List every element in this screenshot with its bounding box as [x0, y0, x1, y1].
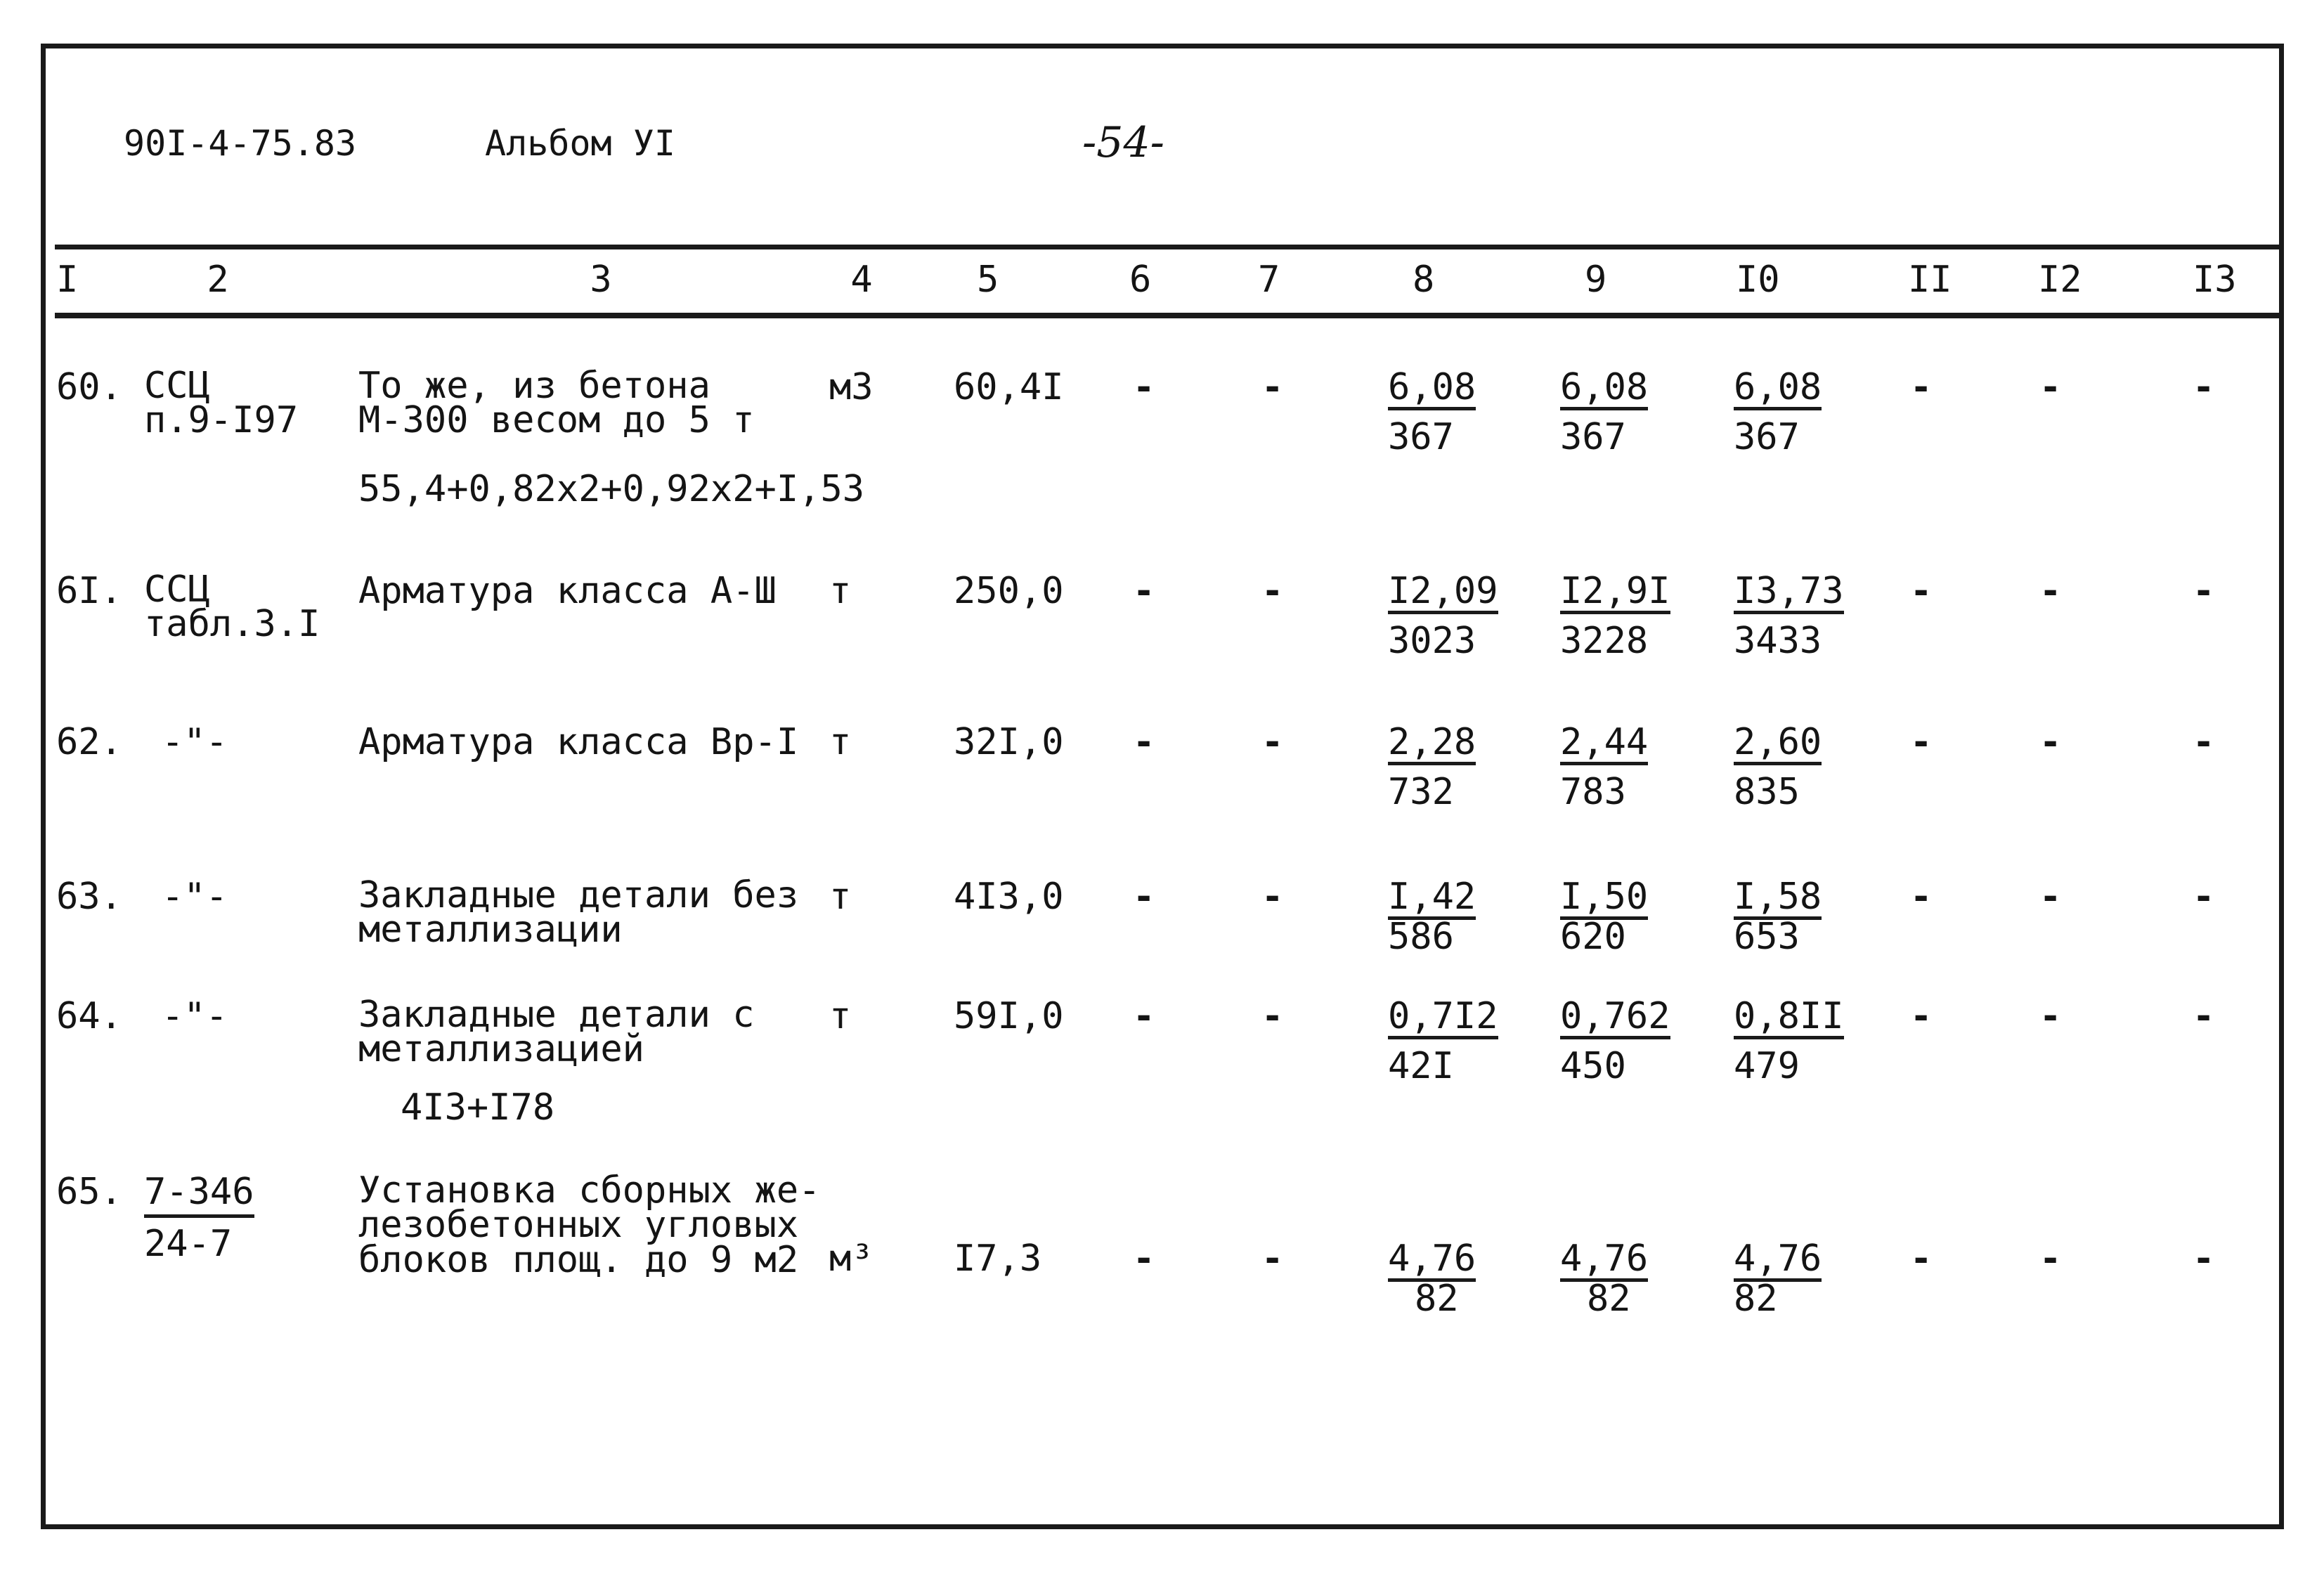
fraction-value: $\frac{6,08}{367}$: [1734, 366, 1822, 458]
empty-cell: -: [2039, 366, 2062, 408]
empty-cell: -: [1261, 876, 1284, 918]
row-number: 64.: [56, 995, 122, 1037]
column-number-7: 7: [1258, 259, 1280, 301]
empty-cell: -: [2039, 876, 2062, 918]
header-top-rule: [55, 245, 2281, 249]
empty-cell: -: [1261, 1238, 1284, 1280]
empty-cell: -: [2193, 570, 2215, 612]
empty-cell: -: [1133, 876, 1155, 918]
empty-cell: -: [2039, 1238, 2062, 1280]
fraction-value: $\frac{I2,9I}{3228}$: [1560, 570, 1670, 662]
item-name: Арматура класса Вр-I: [358, 721, 799, 763]
fraction-value: $\frac{2,28}{732}$: [1388, 721, 1476, 813]
empty-cell: -: [1910, 366, 1933, 408]
empty-cell: -: [1910, 721, 1933, 763]
unit-price: 4I3,0: [954, 876, 1064, 918]
fraction-value: $\frac{6,08}{367}$: [1560, 366, 1649, 458]
empty-cell: -: [2193, 366, 2215, 408]
empty-cell: -: [1261, 570, 1284, 612]
item-name: Закладные детали без металлизации: [358, 874, 799, 952]
empty-cell: -: [1133, 721, 1155, 763]
row-number: 65.: [56, 1171, 122, 1213]
row-number: 6I.: [56, 570, 122, 612]
empty-cell: -: [2193, 721, 2215, 763]
calculation-note: 4I3+I78: [401, 1086, 555, 1129]
fraction-value: $\frac{I,42}{586}$: [1388, 876, 1476, 958]
empty-cell: -: [1133, 1238, 1155, 1280]
empty-cell: -: [1910, 1238, 1933, 1280]
item-name: Закладные детали с металлизацией: [358, 994, 755, 1071]
unit: т: [829, 721, 852, 763]
unit-price: I7,3: [954, 1238, 1042, 1280]
empty-cell: -: [2039, 570, 2062, 612]
reference: ССЦ п.9-I97: [144, 365, 299, 442]
column-number-10: I0: [1736, 259, 1780, 301]
column-number-11: II: [1908, 259, 1952, 301]
fraction-value: $\frac{I3,73}{3433}$: [1734, 570, 1844, 662]
empty-cell: -: [2039, 721, 2062, 763]
item-name: Установка сборных же- лезобетонных угловых блоков площ. до 9 м2: [358, 1169, 821, 1281]
column-number-2: 2: [207, 259, 229, 301]
empty-cell: -: [1261, 995, 1284, 1037]
empty-cell: -: [2193, 1238, 2215, 1280]
unit: т: [829, 876, 852, 918]
reference: -"-: [162, 876, 228, 918]
album-label: Альбом УI: [485, 123, 675, 164]
calculation-note: 55,4+0,82x2+0,92x2+I,53: [358, 468, 865, 510]
item-name: Арматура класса А-Ш: [358, 570, 777, 612]
unit-price: 60,4I: [954, 366, 1064, 408]
empty-cell: -: [1133, 995, 1155, 1037]
item-name: То же, из бетона М-300 весом до 5 т: [358, 365, 755, 442]
unit: т: [829, 995, 852, 1037]
column-number-3: 3: [590, 259, 612, 301]
empty-cell: -: [2193, 876, 2215, 918]
column-number-13: I3: [2193, 259, 2237, 301]
fraction-value: $\frac{0,7I2}{42I}$: [1388, 995, 1498, 1087]
reference: -"-: [162, 995, 228, 1037]
column-number-12: I2: [2038, 259, 2082, 301]
unit: м³: [829, 1238, 874, 1280]
fraction-value: $\frac{0,8II}{479}$: [1734, 995, 1844, 1087]
reference: 7-346 24-7: [144, 1171, 254, 1265]
unit-price: 250,0: [954, 570, 1064, 612]
empty-cell: -: [1910, 995, 1933, 1037]
empty-cell: -: [1261, 721, 1284, 763]
fraction-value: $\frac{6,08}{367}$: [1388, 366, 1476, 458]
fraction-value: $\frac{0,762}{450}$: [1560, 995, 1670, 1087]
unit: м3: [829, 366, 874, 408]
row-number: 62.: [56, 721, 122, 763]
unit-price: 32I,0: [954, 721, 1064, 763]
empty-cell: -: [1910, 570, 1933, 612]
empty-cell: -: [2193, 995, 2215, 1037]
empty-cell: -: [1910, 876, 1933, 918]
page-number: -54-: [1082, 118, 1164, 167]
column-number-6: 6: [1129, 259, 1152, 301]
empty-cell: -: [1133, 366, 1155, 408]
document-code: 90I-4-75.83: [124, 123, 357, 164]
reference: -"-: [162, 721, 228, 763]
unit: т: [829, 570, 852, 612]
row-number: 63.: [56, 876, 122, 918]
fraction-value: $\frac{2,44}{783}$: [1560, 721, 1649, 813]
column-number-9: 9: [1585, 259, 1607, 301]
fraction-value: $\frac{4,76}{82}$: [1560, 1238, 1649, 1320]
column-number-5: 5: [977, 259, 999, 301]
column-number-1: I: [56, 259, 79, 301]
column-number-4: 4: [850, 259, 873, 301]
fraction-value: $\frac{4,76}{82}$: [1388, 1238, 1476, 1320]
fraction-value: $\frac{I,58}{653}$: [1734, 876, 1822, 958]
fraction-value: $\frac{2,60}{835}$: [1734, 721, 1822, 813]
empty-cell: -: [2039, 995, 2062, 1037]
fraction-value: $\frac{I,50}{620}$: [1560, 876, 1649, 958]
reference: ССЦ табл.3.I: [144, 569, 320, 646]
column-number-8: 8: [1413, 259, 1435, 301]
header-bottom-rule: [55, 313, 2281, 318]
fraction-value: $\frac{4,76}{82}$: [1734, 1238, 1822, 1320]
empty-cell: -: [1261, 366, 1284, 408]
fraction-value: $\frac{I2,09}{3023}$: [1388, 570, 1498, 662]
empty-cell: -: [1133, 570, 1155, 612]
unit-price: 59I,0: [954, 995, 1064, 1037]
row-number: 60.: [56, 366, 122, 408]
